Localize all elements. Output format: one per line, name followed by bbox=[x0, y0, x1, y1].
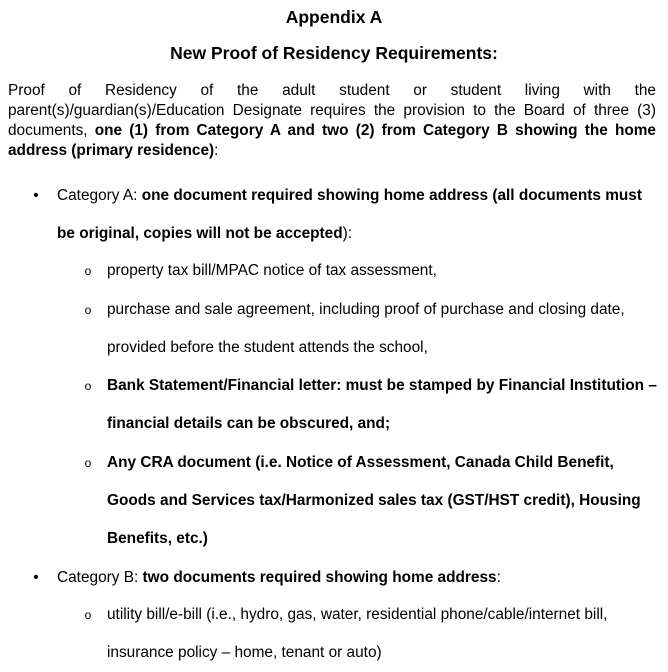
bullet-icon: • bbox=[33, 569, 39, 586]
subitem-text: utility bill/e-bill (i.e., hydro, gas, water, residential phone/cable/internet bill, insurance policy – home, tenant or auto) bbox=[107, 606, 608, 662]
category-a-subitem bbox=[84, 367, 657, 443]
category-b-subitem bbox=[84, 596, 657, 672]
category-a-label: Category A: bbox=[57, 187, 142, 204]
appendix-title: Appendix A bbox=[285, 7, 383, 27]
category-b-end: : bbox=[496, 569, 501, 586]
category-a-end: ): bbox=[342, 225, 353, 243]
category-b-bold: two documents required showing home address bbox=[142, 569, 497, 586]
page-heading: New Proof of Residency Requirements: bbox=[170, 43, 498, 63]
subitem-text: Any CRA document (i.e. Notice of Assessment, Canada Child Benefit, Goods and Services tax/Harmonized sales tax (GST/HST credit), Housing Benefits, etc.) bbox=[107, 454, 641, 548]
circle-bullet-icon: o bbox=[84, 303, 92, 317]
category-a-subitem bbox=[84, 252, 657, 290]
intro-bold: one (1) from Category A and two (2) from Category B showing the home address (primary residence) bbox=[8, 122, 656, 159]
circle-bullet-icon: o bbox=[84, 456, 92, 470]
category-b-label: Category B: bbox=[57, 569, 143, 586]
intro-text: Proof of Residency of the adult student or student living with the parent(s)/guardian(s)/Education Designate requires the provision to the Board of three (3) documents, bbox=[8, 82, 656, 139]
intro-paragraph bbox=[8, 81, 656, 161]
category-a-subitem bbox=[84, 444, 657, 559]
subitem-text: purchase and sale agreement, including proof of purchase and closing date, provided before the student attends the school, bbox=[107, 301, 625, 357]
circle-bullet-icon: o bbox=[84, 608, 92, 622]
bullet-icon: • bbox=[33, 187, 39, 204]
circle-bullet-icon: o bbox=[84, 379, 92, 393]
category-a-subitem bbox=[84, 291, 657, 367]
category-a-bold: one document required showing home address (all documents must be original, copies will not be accepted bbox=[57, 187, 642, 243]
circle-bullet-icon: o bbox=[84, 264, 92, 278]
category-a-item bbox=[33, 177, 657, 253]
category-b-item bbox=[33, 559, 657, 597]
subitem-text: property tax bill/MPAC notice of tax assessment, bbox=[107, 262, 437, 279]
subitem-text: Bank Statement/Financial letter: must be stamped by Financial Institution – financial details can be obscured, and; bbox=[107, 377, 657, 433]
intro-end: : bbox=[214, 142, 219, 159]
